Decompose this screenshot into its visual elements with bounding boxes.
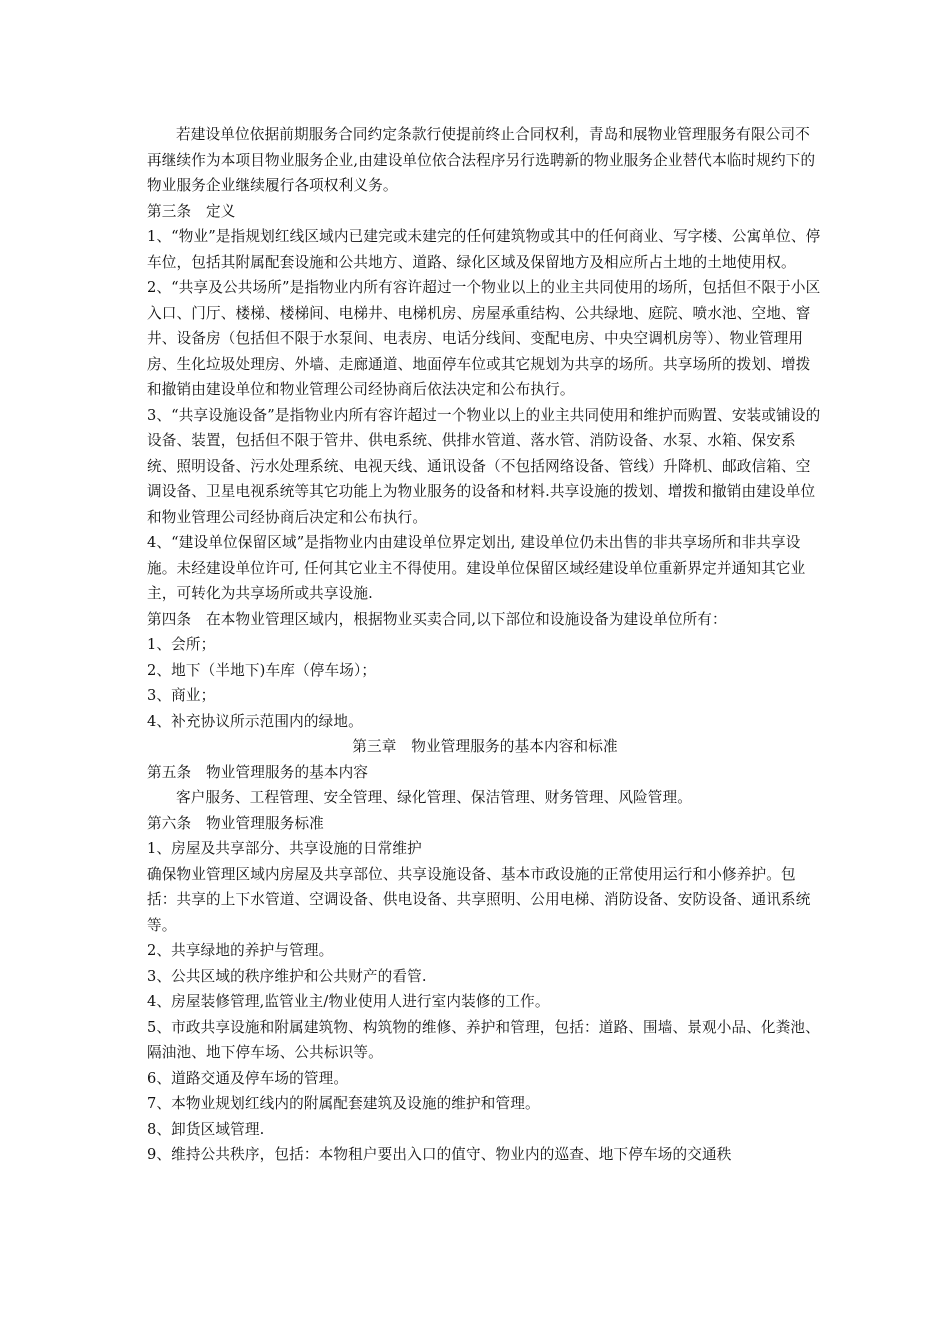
list-item: 3、公共区域的秩序维护和公共财产的看管. xyxy=(147,967,427,985)
list-item: 8、卸货区域管理. xyxy=(147,1120,265,1138)
list-item: 5、市政共享设施和附属建筑物、构筑物的维修、养护和管理，包括：道路、围墙、景观小品、化粪池、隔油池、地下停车场、公共标识等。 xyxy=(147,1018,820,1061)
list-item: 2、共享绿地的养护与管理。 xyxy=(147,942,334,959)
list-item: 7、本物业规划红线内的附属配套建筑及设施的维护和管理。 xyxy=(147,1095,540,1112)
definition-shared-places: 2、“共享及公共场所”是指物业内所有容许超过一个物业以上的业主共同使用的场所，包括但不限于小区入口、门厅、楼梯、楼梯间、电梯井、电梯机房、房屋承重结构、公共绿地、庭院、喷水池、空地、窨井、设备房（包括但不限于水泵间、电表房、电话分线间、变配电房、中央空调机房等）、物业管理用房、生化垃圾处理房、外墙、走廊通道、地面停车位或其它规划为共享的场所。共享场所的拨划、增拨和撤销由建设单位和物业管理公司经协商后依法决定和公布执行。 xyxy=(147,279,821,398)
article-3-heading: 第三条 定义 xyxy=(147,202,236,220)
definition-reserved-area: 4、“建设单位保留区域”是指物业内由建设单位界定划出, 建设单位仍未出售的非共享场所和非共享设施。未经建设单位许可, 任何其它业主不得使用。建设单位保留区域经建设单位重新界定并通知其它业主，可转化为共享场所或共享设施. xyxy=(147,534,806,602)
list-item: 3、商业； xyxy=(147,687,216,704)
list-item: 2、地下（半地下)车库（停车场）； xyxy=(147,661,377,679)
list-item: 1、会所； xyxy=(147,636,216,653)
list-item: 9、维持公共秩序，包括：本物租户要出入口的值守、物业内的巡查、地下停车场的交通秩 xyxy=(147,1146,732,1163)
document-body xyxy=(147,122,823,1168)
chapter-3-title: 第三章 物业管理服务的基本内容和标准 xyxy=(352,738,618,755)
maintenance-description: 确保物业管理区域内房屋及共享部位、共享设施设备、基本市政设施的正常使用运行和小修养护。包括：共享的上下水管道、空调设备、供电设备、共享照明、公用电梯、消防设备、安防设备、通讯系统等。 xyxy=(147,865,811,934)
definition-shared-facilities: 3、“共享设施设备”是指物业内所有容许超过一个物业以上的业主共同使用和维护而购置、安装或铺设的设备、装置，包括但不限于管井、供电系统、供排水管道、落水管、消防设备、水泵、水箱、保安系统、照明设备、污水处理系统、电视天线、通讯设备（不包括网络设备、管线）升降机、邮政信箱、空调设备、卫星电视系统等其它功能上为物业服务的设备和材料.共享设施的拨划、增拨和撤销由建设单位和物业管理公司经协商后决定和公布执行。 xyxy=(147,406,821,526)
article-4-heading: 第四条 在本物业管理区域内，根据物业买卖合同,以下部位和设施设备为建设单位所有： xyxy=(147,610,727,628)
list-item: 4、补充协议所示范围内的绿地。 xyxy=(147,712,363,730)
paragraph-early-termination: 若建设单位依据前期服务合同约定条款行使提前终止合同权利，青岛和展物业管理服务有限公司不再继续作为本项目物业服务企业,由建设单位依合法程序另行选聘新的物业服务企业替代本临时规约下的物业服务企业继续履行各项权利义务。 xyxy=(147,126,816,194)
definition-property: 1、“物业”是指规划红线区域内已建完或未建完的任何建筑物或其中的任何商业、写字楼、公寓单位、停车位，包括其附属配套设施和公共地方、道路、绿化区域及保留地方及相应所占土地的土地使用权。 xyxy=(147,228,821,271)
article-5-heading: 第五条 物业管理服务的基本内容 xyxy=(147,763,369,781)
service-content-list: 客户服务、工程管理、安全管理、绿化管理、保洁管理、财务管理、风险管理。 xyxy=(176,789,693,806)
article-6-heading: 第六条 物业管理服务标准 xyxy=(147,814,324,832)
list-item: 1、房屋及共享部分、共享设施的日常维护 xyxy=(147,840,422,857)
list-item: 6、道路交通及停车场的管理。 xyxy=(147,1069,349,1087)
list-item: 4、房屋装修管理,监管业主/物业使用人进行室内装修的工作。 xyxy=(147,993,550,1010)
